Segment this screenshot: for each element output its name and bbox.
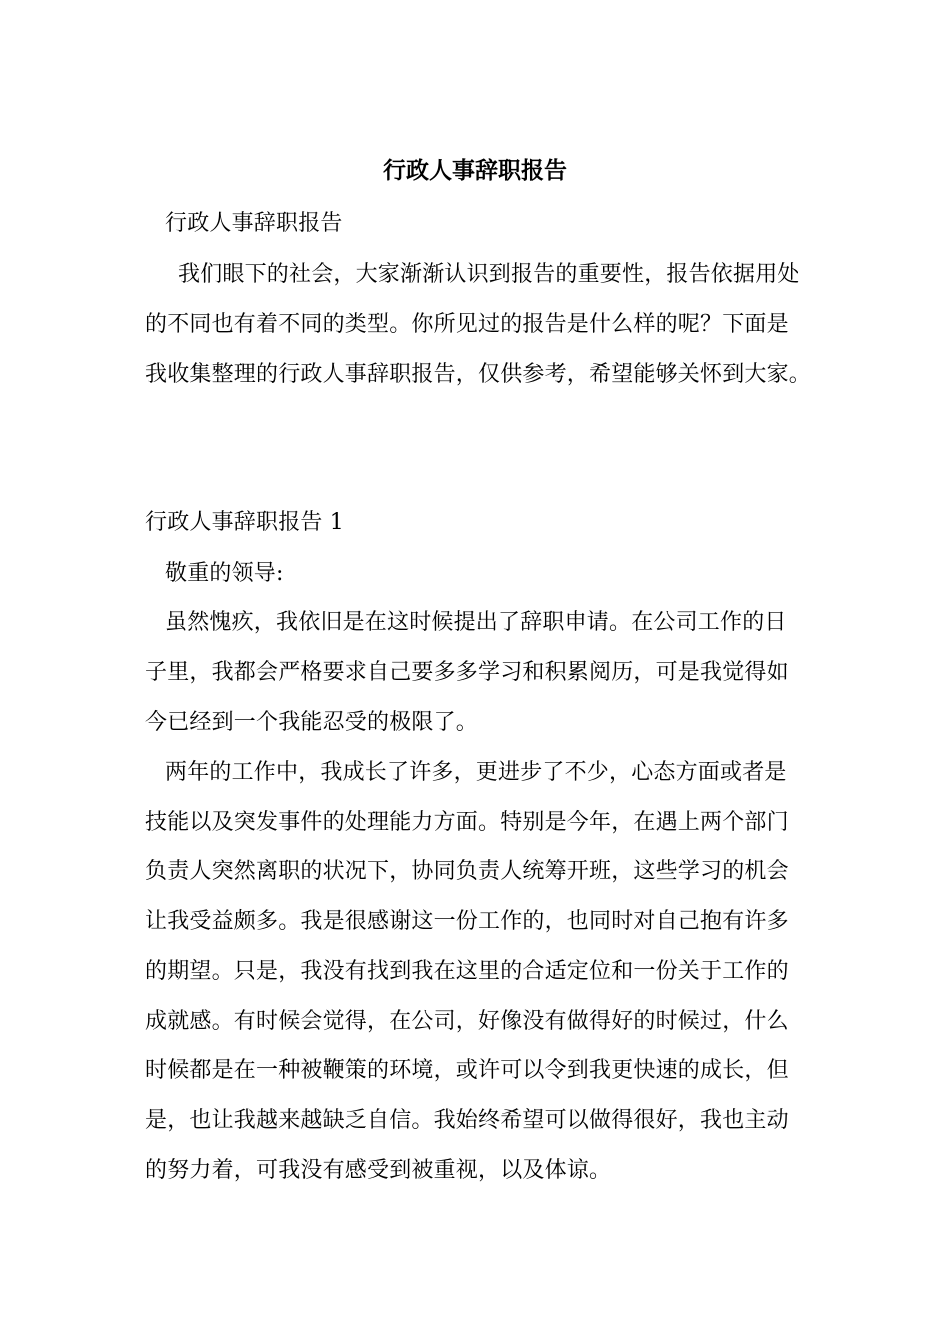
- paragraph-line: 子里，我都会严格要求自己要多多学习和积累阅历，可是我觉得如: [145, 660, 789, 685]
- paragraph-line: 的努力着，可我没有感受到被重视，以及体谅。: [145, 1158, 612, 1183]
- intro-line: 我们眼下的社会，大家渐渐认识到报告的重要性，报告依据用处: [178, 262, 800, 287]
- document-subtitle: 行政人事辞职报告: [165, 211, 343, 236]
- section-heading: 行政人事辞职报告 1: [145, 510, 344, 535]
- paragraph-line: 虽然愧疚，我依旧是在这时候提出了辞职申请。在公司工作的日: [165, 610, 787, 635]
- paragraph-line: 技能以及突发事件的处理能力方面。特别是今年，在遇上两个部门: [145, 810, 789, 835]
- document-title: 行政人事辞职报告: [383, 157, 567, 184]
- paragraph-line: 时候都是在一种被鞭策的环境，或许可以令到我更快速的成长，但: [145, 1058, 789, 1083]
- paragraph-line: 成就感。有时候会觉得，在公司，好像没有做得好的时候过，什么: [145, 1009, 789, 1034]
- paragraph-line: 是，也让我越来越缺乏自信。我始终希望可以做得很好，我也主动: [145, 1108, 789, 1133]
- salutation: 敬重的领导:: [165, 561, 284, 586]
- intro-line: 我收集整理的行政人事辞职报告，仅供参考，希望能够关怀到大家。: [145, 362, 812, 387]
- paragraph-line: 负责人突然离职的状况下，协同负责人统筹开班，这些学习的机会: [145, 859, 789, 884]
- paragraph-line: 让我受益颇多。我是很感谢这一份工作的，也同时对自己抱有许多: [145, 909, 789, 934]
- intro-line: 的不同也有着不同的类型。你所见过的报告是什么样的呢？下面是: [145, 312, 789, 337]
- paragraph-line: 两年的工作中，我成长了许多，更进步了不少，心态方面或者是: [165, 760, 787, 785]
- paragraph-line: 今已经到一个我能忍受的极限了。: [145, 710, 479, 735]
- paragraph-line: 的期望。只是，我没有找到我在这里的合适定位和一份关于工作的: [145, 959, 789, 984]
